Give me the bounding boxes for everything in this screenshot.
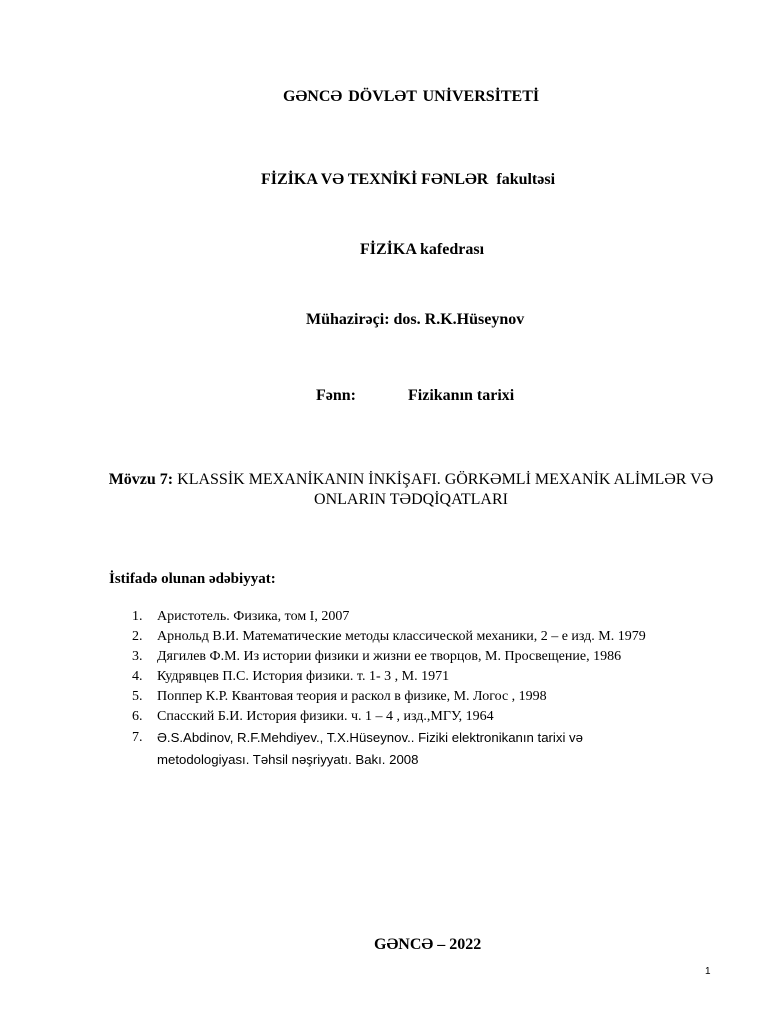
reference-text: Аристотель. Физика, том I, 2007 (157, 609, 350, 624)
reference-number: 6. (132, 709, 143, 724)
reference-number: 5. (132, 689, 143, 704)
reference-text: Спасский Б.И. История физики. ч. 1 – 4 , изд.,МГУ, 1964 (157, 709, 494, 724)
place-year: GƏNCƏ – 2022 (374, 936, 482, 953)
reference-text: Арнольд В.И. Математические методы классической механики, 2 – е изд. М. 1979 (157, 629, 646, 644)
topic-heading (96, 470, 726, 510)
reference-item (132, 647, 672, 667)
faculty-suffix: fakultəsi (496, 171, 556, 188)
reference-item (132, 687, 672, 707)
literature-heading: İstifadə olunan ədəbiyyat: (109, 571, 276, 587)
subject-value: Fizikanın tarixi (408, 387, 515, 404)
subject-line (316, 387, 514, 405)
reference-text: Ə.S.Abdinov, R.F.Mehdiyev., T.X.Hüseynov.. Fiziki elektronikanın tarixi və metodologiyası. Təhsil nəşriyyatı. Bakı. 2008 (157, 730, 583, 767)
reference-text: Дягилев Ф.М. Из истории физики и жизни ее творцов, М. Просвещение, 1986 (157, 649, 622, 664)
reference-text: Поппер К.Р. Квантовая теория и раскол в физике, М. Логос , 1998 (157, 689, 547, 704)
references-list (132, 607, 672, 771)
faculty-line (261, 171, 555, 189)
reference-item (132, 607, 672, 627)
topic-label: Mövzu 7: (108, 471, 174, 488)
reference-item (132, 707, 672, 727)
reference-number: 1. (132, 609, 143, 624)
department-suffix: kafedrası (420, 241, 485, 258)
reference-item (132, 667, 672, 687)
subject-label: Fənn: (316, 387, 356, 404)
reference-number: 3. (132, 649, 143, 664)
page-number: 1 (705, 966, 711, 977)
reference-item (132, 627, 672, 647)
reference-number: 7. (132, 730, 143, 745)
reference-item (132, 727, 672, 771)
reference-text: Кудрявцев П.С. История физики. т. 1- 3 , М. 1971 (157, 669, 450, 684)
reference-number: 2. (132, 629, 143, 644)
department-name: FİZİKA (360, 241, 417, 258)
reference-number: 4. (132, 669, 143, 684)
lecturer: Mühazirəçi: dos. R.K.Hüseynov (306, 311, 525, 328)
department-line (360, 241, 484, 259)
faculty-name: FİZİKA VƏ TEXNİKİ FƏNLƏR (261, 171, 489, 188)
topic-title: KLASSİK MEXANİKANIN İNKİŞAFI. GÖRKƏMLİ MEXANİK ALİMLƏR VƏ ONLARIN TƏDQİQATLARI (177, 471, 714, 508)
university-name: GƏNCƏ DÖVLƏT UNİVERSİTETİ (283, 88, 540, 105)
